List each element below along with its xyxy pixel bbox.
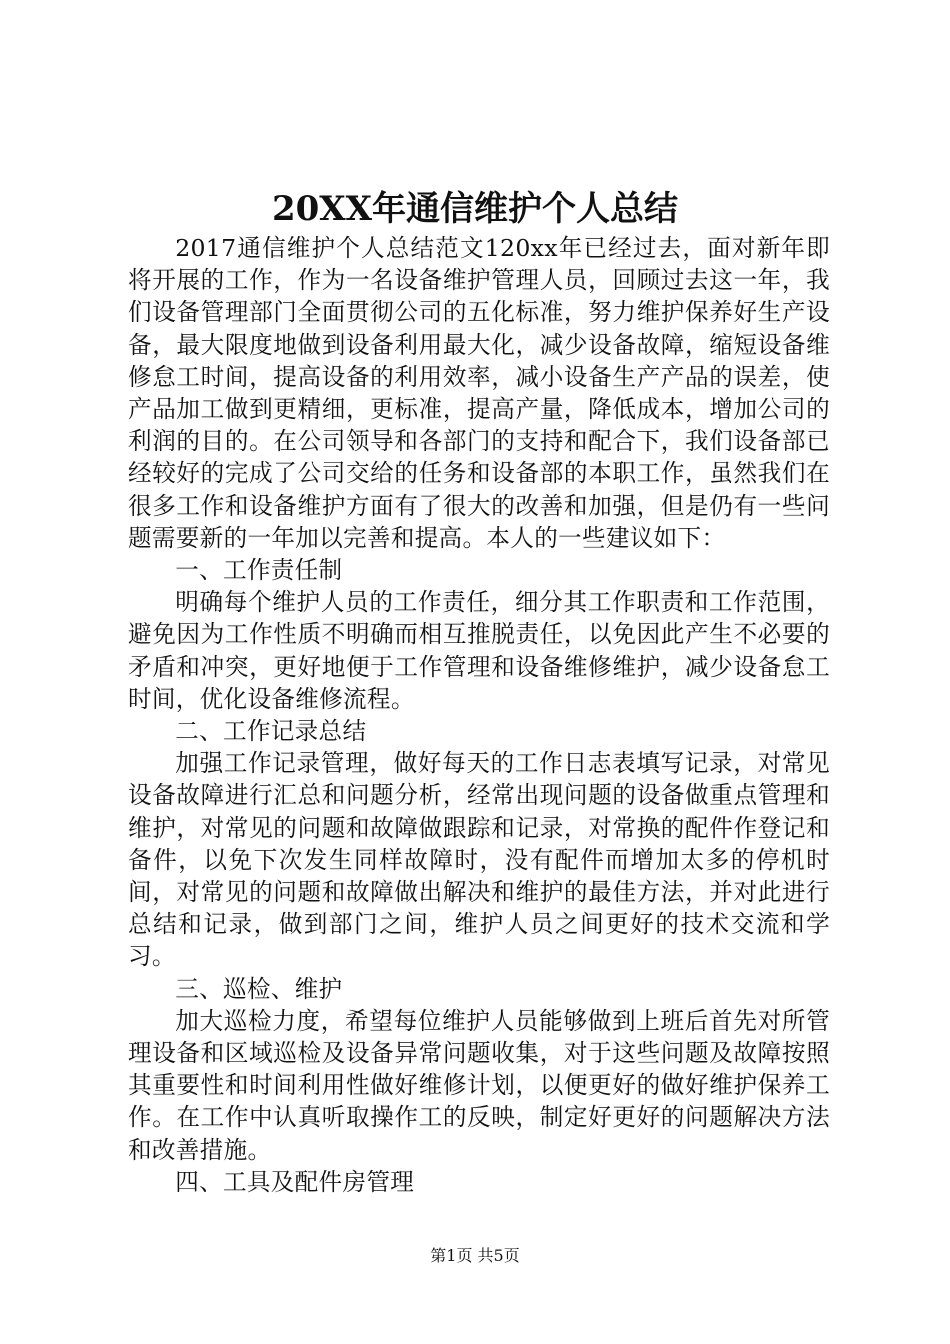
section-heading-records: 二、工作记录总结 <box>175 717 367 746</box>
section-heading-responsibility: 一、工作责任制 <box>175 556 343 585</box>
page-indicator: 第1页 共5页 <box>430 1246 520 1265</box>
document-body <box>128 232 830 1198</box>
section-body-responsibility: 明确每个维护人员的工作责任，细分其工作职责和工作范围，避免因为工作性质不明确而相互推脱责任，以免因此产生不必要的矛盾和冲突，更好地便于工作管理和设备维修维护，减少设备怠工时间，优化设备维修流程。 <box>128 588 830 713</box>
section-body-inspection: 加大巡检力度，希望每位维护人员能够做到上班后首先对所管理设备和区域巡检及设备异常问题收集，对于这些问题及故障按照其重要性和时间利用性做好维修计划，以便更好的做好维护保养工作。在工作中认真听取操作工的反映，制定好更好的问题解决方法和改善措施。 <box>128 1006 830 1164</box>
section-heading-tools: 四、工具及配件房管理 <box>175 1167 415 1196</box>
intro-paragraph: 2017通信维护个人总结范文120xx年已经过去，面对新年即将开展的工作，作为一名设备维护管理人员，回顾过去这一年，我们设备管理部门全面贯彻公司的五化标准，努力维护保养好生产设备，最大限度地做到设备利用最大化，减少设备故障，缩短设备维修怠工时间，提高设备的利用效率，减小设备生产产品的误差，使产品加工做到更精细，更标准，提高产量，降低成本，增加公司的利润的目的。在公司领导和各部门的支持和配合下，我们设备部已经较好的完成了公司交给的任务和设备部的本职工作，虽然我们在很多工作和设备维护方面有了很大的改善和加强，但是仍有一些问题需要新的一年加以完善和提高。本人的一些建议如下： <box>128 234 830 552</box>
section-heading-inspection: 三、巡检、维护 <box>175 974 343 1003</box>
document-title: 20XX年通信维护个人总结 <box>271 189 679 229</box>
section-body-records: 加强工作记录管理，做好每天的工作日志表填写记录，对常见设备故障进行汇总和问题分析，经常出现问题的设备做重点管理和维护，对常见的问题和故障做跟踪和记录，对常换的配件作登记和备件，以免下次发生同样故障时，没有配件而增加太多的停机时间，对常见的问题和故障做出解决和维护的最佳方法，并对此进行总结和记录，做到部门之间，维护人员之间更好的技术交流和学习。 <box>128 749 830 971</box>
